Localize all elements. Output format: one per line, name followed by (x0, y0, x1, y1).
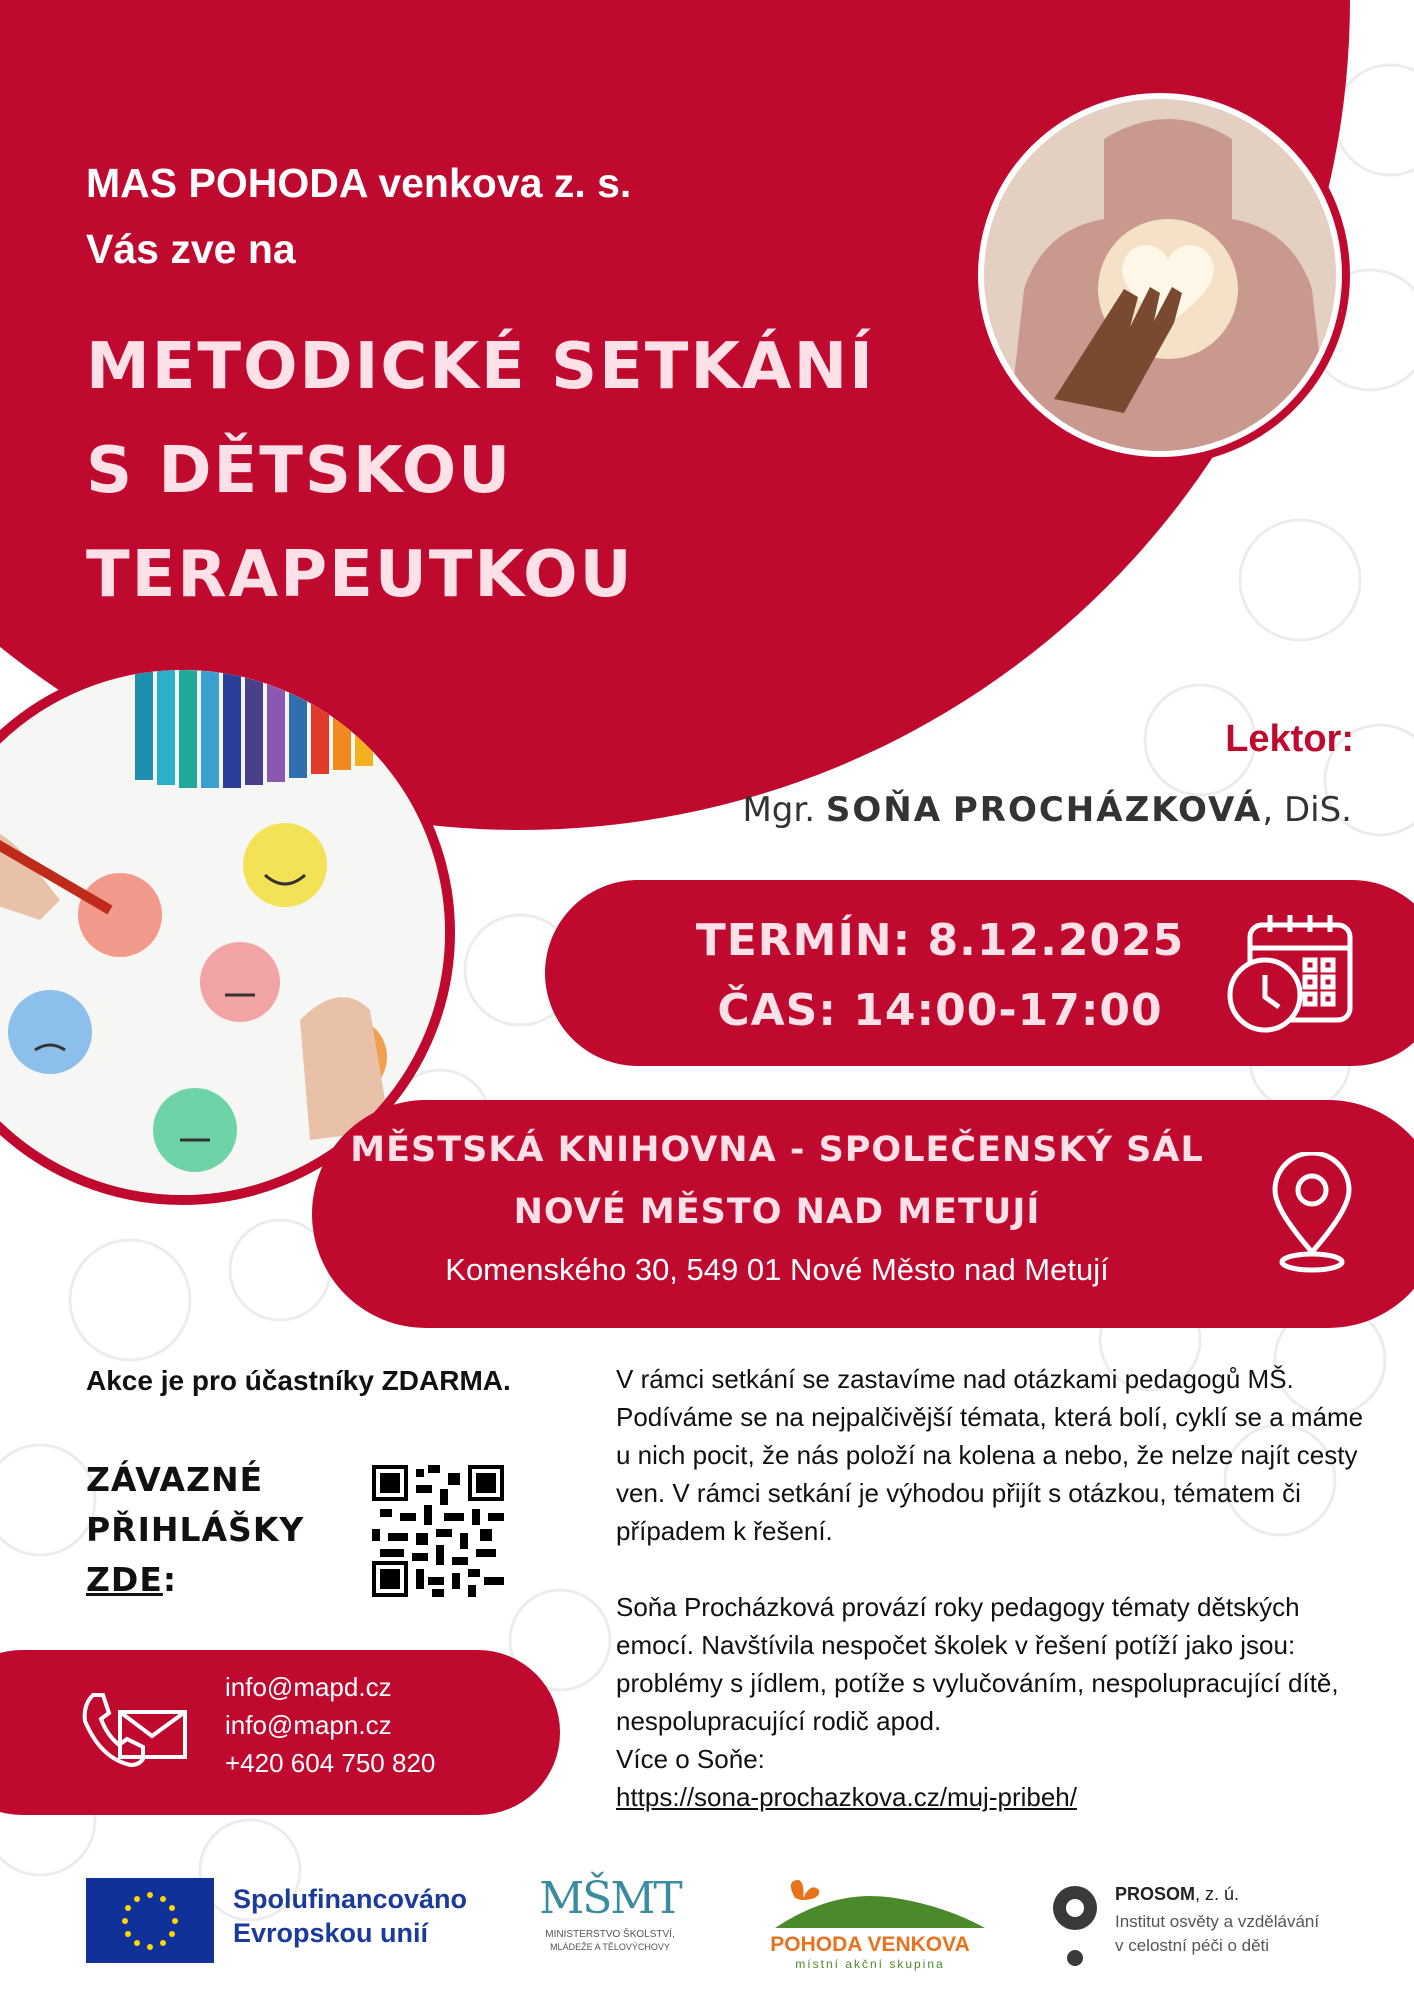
lecturer-name (742, 790, 1352, 830)
description-paragraph-2: Soňa Procházková provází roky pedagogy tématy dětských emocí. Navštívila nespočet školek v řešení potíží jako jsou: problémy s jídlem, potíže s vylučováním, nespolupracující dítě, nespolupracující rodič apod. (616, 1592, 1339, 1736)
title-line-3: TERAPEUTKOU (86, 538, 634, 612)
eu-flag-logo (86, 1878, 214, 1963)
title-line-2: S DĚTSKOU (86, 434, 513, 508)
invite-text: Vás zve na (86, 226, 296, 272)
venue-line-2: NOVÉ MĚSTO NAD METUJÍ (513, 1192, 1041, 1232)
lecturer-suffix: , DiS. (1262, 790, 1352, 830)
schedule-banner (545, 880, 1414, 1066)
prosom-name: PROSOM (1115, 1884, 1196, 1904)
registration-colon: : (162, 1560, 178, 1599)
lecturer-label: Lektor: (1225, 718, 1354, 760)
lecturer-profile-link[interactable]: https://sona-prochazkova.cz/muj-pribeh/ (616, 1782, 1077, 1812)
pohoda-subtitle: místní akční skupina (795, 1957, 945, 1971)
contact-email-1[interactable]: info@mapd.cz (225, 1672, 392, 1702)
title-line-1: METODICKÉ SETKÁNÍ (86, 330, 875, 404)
eu-cofunded-text (233, 1882, 467, 1950)
registration-qr-code[interactable] (372, 1465, 504, 1597)
sponsor-logos (0, 1870, 1414, 1980)
phone-envelope-icon (75, 1690, 190, 1775)
lecturer-last-name: PROCHÁZKOVÁ (952, 790, 1263, 830)
organizer-name: MAS POHODA venkova z. s. (86, 160, 632, 206)
pohoda-venkova-logo (755, 1878, 985, 1971)
location-pin-icon (1267, 1152, 1357, 1277)
heart-illustration (970, 85, 1350, 465)
lecturer-first-name: SOŇA (825, 790, 943, 830)
calendar-clock-icon (1225, 910, 1355, 1040)
description-paragraph-1: V rámci setkání se zastavíme nad otázkami pedagogů MŠ. Podíváme se na nejpalčivější témata, která bolí, cyklí se a máme u nich pocit, že nás položí na kolena a nebo, že nelze najít cesty ven. V rámci setkání je výhodou přijít s otázkou, tématem či případem k řešení. (616, 1364, 1364, 1546)
registration-line-3: ZDE (86, 1560, 163, 1599)
venue-banner (312, 1100, 1414, 1328)
msmt-logo (520, 1870, 700, 1970)
eu-text-line-1: Spolufinancováno (233, 1884, 468, 1914)
prosom-suffix: , z. ú. (1195, 1884, 1240, 1904)
organizer-intro (86, 150, 631, 282)
lecturer-prefix: Mgr. (742, 790, 816, 830)
event-description (616, 1360, 1376, 1816)
msmt-line-1: MINISTERSTVO ŠKOLSTVÍ, (545, 1929, 675, 1940)
free-admission-note: Akce je pro účastníky ZDARMA. (86, 1365, 511, 1396)
more-about-label: Více o Soňe: (616, 1744, 765, 1774)
prosom-logo (1050, 1880, 1410, 1970)
venue-line-1: MĚSTSKÁ KNIHOVNA - SPOLEČENSKÝ SÁL (350, 1130, 1204, 1170)
event-date: TERMÍN: 8.12.2025 (695, 915, 1185, 966)
pohoda-name: POHODA VENKOVA (770, 1933, 970, 1956)
registration-label (86, 1455, 304, 1605)
registration-line-1: ZÁVAZNÉ (86, 1460, 264, 1499)
contact-banner (0, 1650, 560, 1815)
prosom-icon (1050, 1880, 1100, 1970)
prosom-line-1: Institut osvěty a vzdělávání (1115, 1912, 1320, 1931)
prosom-line-2: v celostní péči o děti (1115, 1936, 1270, 1955)
event-title (86, 315, 875, 627)
eu-text-line-2: Evropskou unií (233, 1918, 429, 1948)
butterfly-hills-icon (755, 1878, 985, 1928)
venue-address: Komenského 30, 549 01 Nové Město nad Metují (445, 1252, 1109, 1287)
msmt-mark: MŠMT (539, 1873, 681, 1924)
contact-email-2[interactable]: info@mapn.cz (225, 1710, 392, 1740)
event-time: ČAS: 14:00-17:00 (717, 985, 1163, 1036)
msmt-line-2: MLÁDEŽE A TĚLOVÝCHOVY (550, 1942, 670, 1952)
registration-line-2: PŘIHLÁŠKY (86, 1510, 305, 1549)
contact-phone[interactable]: +420 604 750 820 (225, 1748, 436, 1778)
